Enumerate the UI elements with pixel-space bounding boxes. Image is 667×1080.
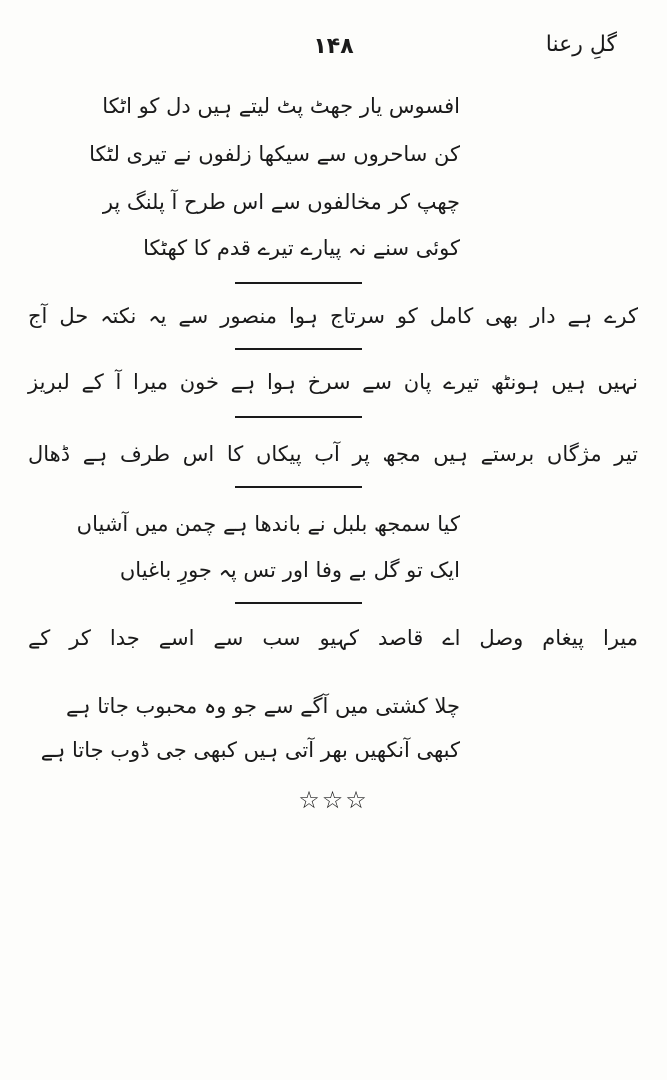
separator-rule [235, 416, 362, 418]
verse-line: کن ساحروں سے سیکھا زلفوں نے تیری لٹکا [89, 142, 460, 166]
verse-line: کیا سمجھ بلبل نے باندھا ہے چمن میں آشیاں [76, 512, 460, 536]
verse-line: چھپ کر مخالفوں سے اس طرح آ پلنگ پر [102, 190, 460, 214]
separator-rule [235, 282, 362, 284]
verse-line: کرے ہے دار بھی کامل کو سرتاج ہوا منصور سے یہ نکتہ حل آج [28, 304, 638, 328]
page-number: ۱۴۸ [313, 34, 354, 59]
verse-line: میرا پیغام وصل اے قاصد کہیو سب سے اسے جدا کر کے [28, 626, 638, 650]
separator-rule [235, 486, 362, 488]
star-ornament: ☆☆☆ [298, 786, 369, 814]
verse-line: کوئی سنے نہ پیارے تیرے قدم کا کھٹکا [143, 236, 460, 260]
separator-rule [235, 602, 362, 604]
book-title: گلِ رعنا [545, 32, 617, 57]
verse-line: افسوس یار جھٹ پٹ لیتے ہیں دل کو اٹکا [102, 94, 460, 118]
separator-rule [235, 348, 362, 350]
verse-line: تیر مژگاں برستے ہیں مجھ پر آب پیکاں کا اس طرف ہے ڈھال [28, 442, 638, 466]
verse-line: کبھی آنکھیں بھر آتی ہیں کبھی جی ڈوب جاتا ہے [40, 738, 460, 762]
verse-line: ایک تو گل بے وفا اور تس پہ جورِ باغیاں [119, 558, 460, 582]
page-header [40, 28, 627, 68]
verse-line: چلا کشتی میں آگے سے جو وہ محبوب جاتا ہے [65, 694, 460, 718]
verse-line: نہیں ہیں ہونٹھ تیرے پان سے سرخ ہوا ہے خون میرا آ کے لبریز [28, 370, 638, 394]
